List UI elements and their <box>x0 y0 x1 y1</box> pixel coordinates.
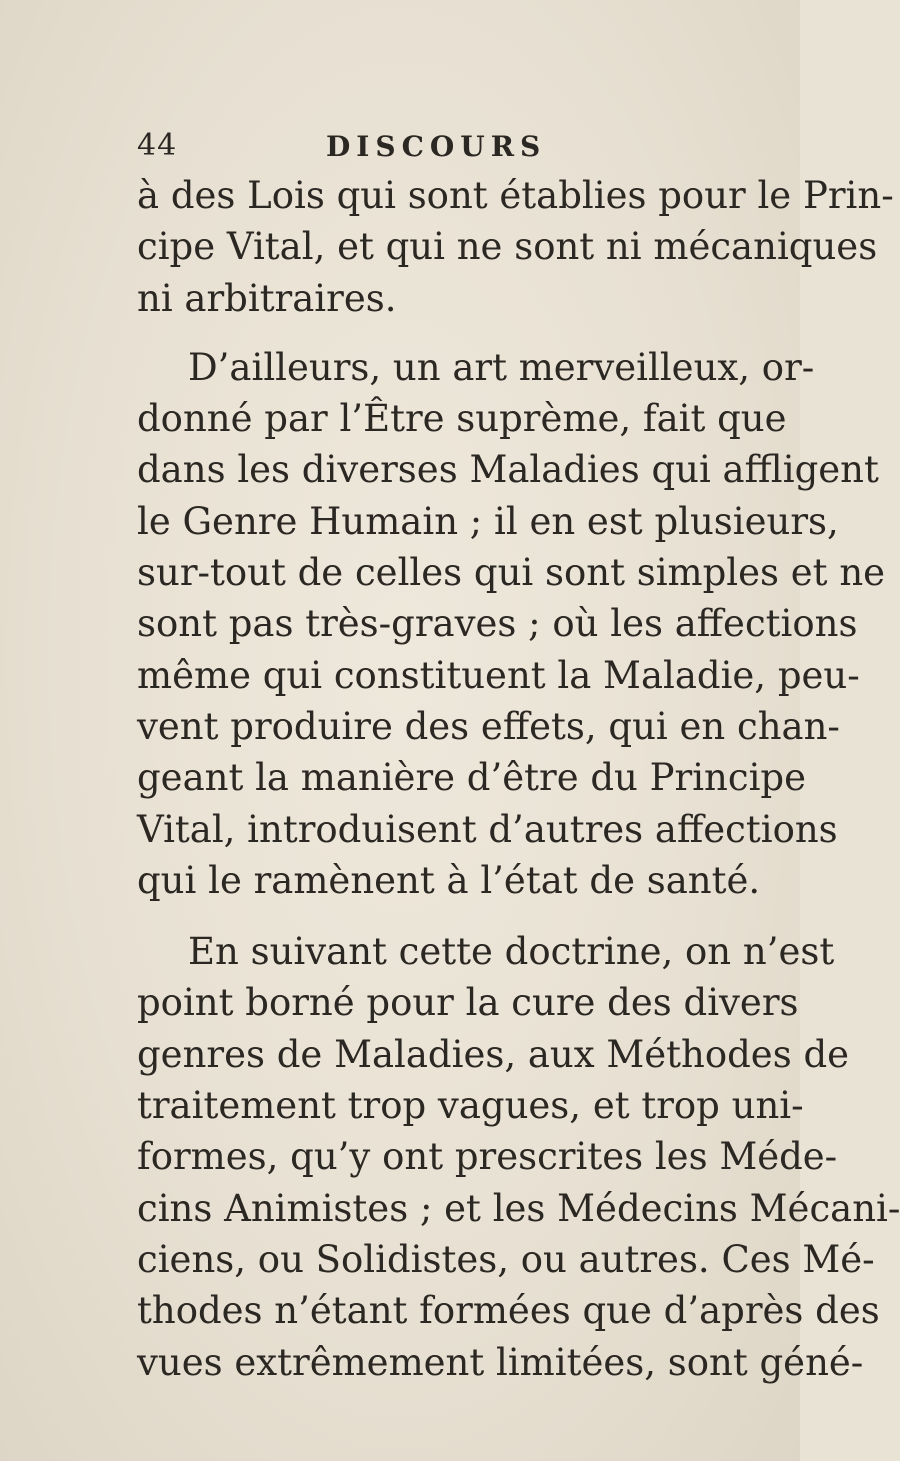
text-line: qui le ramènent à l’état de santé. <box>137 858 761 902</box>
paragraph-gap <box>137 906 767 926</box>
paragraph-2 <box>137 342 886 906</box>
text-line: à des Lois qui sont établies pour le Prin- <box>137 174 894 217</box>
text-line: En suivant cette doctrine, on n’est <box>188 930 835 974</box>
text-line: donné par l’Être suprème, fait que <box>137 397 787 441</box>
text-line: dans les diverses Maladies qui affligent <box>137 448 879 492</box>
text-line: vues extrêmement limitées, sont géné- <box>137 1340 864 1384</box>
text-line: sur-tout de celles qui sont simples et ne <box>137 551 886 595</box>
text-line: point borné pour la cure des divers <box>137 981 799 1025</box>
text-line: genres de Maladies, aux Méthodes de <box>137 1032 850 1076</box>
text-line: geant la manière d’être du Principe <box>137 756 807 800</box>
text-line: cipe Vital, et qui ne sont ni mécaniques <box>137 225 878 269</box>
text-line: traitement trop vagues, et trop uni- <box>137 1084 804 1128</box>
text-line: thodes n’étant formées que d’après des <box>137 1289 880 1333</box>
body-text <box>137 170 900 1388</box>
text-line: cins Animistes ; et les Médecins Mécani- <box>137 1186 900 1230</box>
text-line: le Genre Humain ; il en est plusieurs, <box>137 499 839 543</box>
text-line: ni arbitraires. <box>137 276 397 320</box>
page-number: 44 <box>137 128 178 163</box>
text-line: même qui constituent la Maladie, peu- <box>137 653 860 697</box>
paragraph-3 <box>137 926 900 1388</box>
text-line: sont pas très-graves ; où les affections <box>137 602 858 646</box>
text-line: ciens, ou Solidistes, ou autres. Ces Mé- <box>137 1237 875 1281</box>
text-line: Vital, introduisent d’autres affections <box>137 807 838 851</box>
text-line: D’ailleurs, un art merveilleux, or- <box>188 345 815 389</box>
text-line: vent produire des effets, qui en chan- <box>137 704 840 748</box>
text-line: formes, qu’y ont prescrites les Méde- <box>137 1135 838 1179</box>
paragraph-1 <box>137 170 894 324</box>
paragraph-gap <box>137 324 767 342</box>
running-title: DISCOURS <box>326 130 547 163</box>
